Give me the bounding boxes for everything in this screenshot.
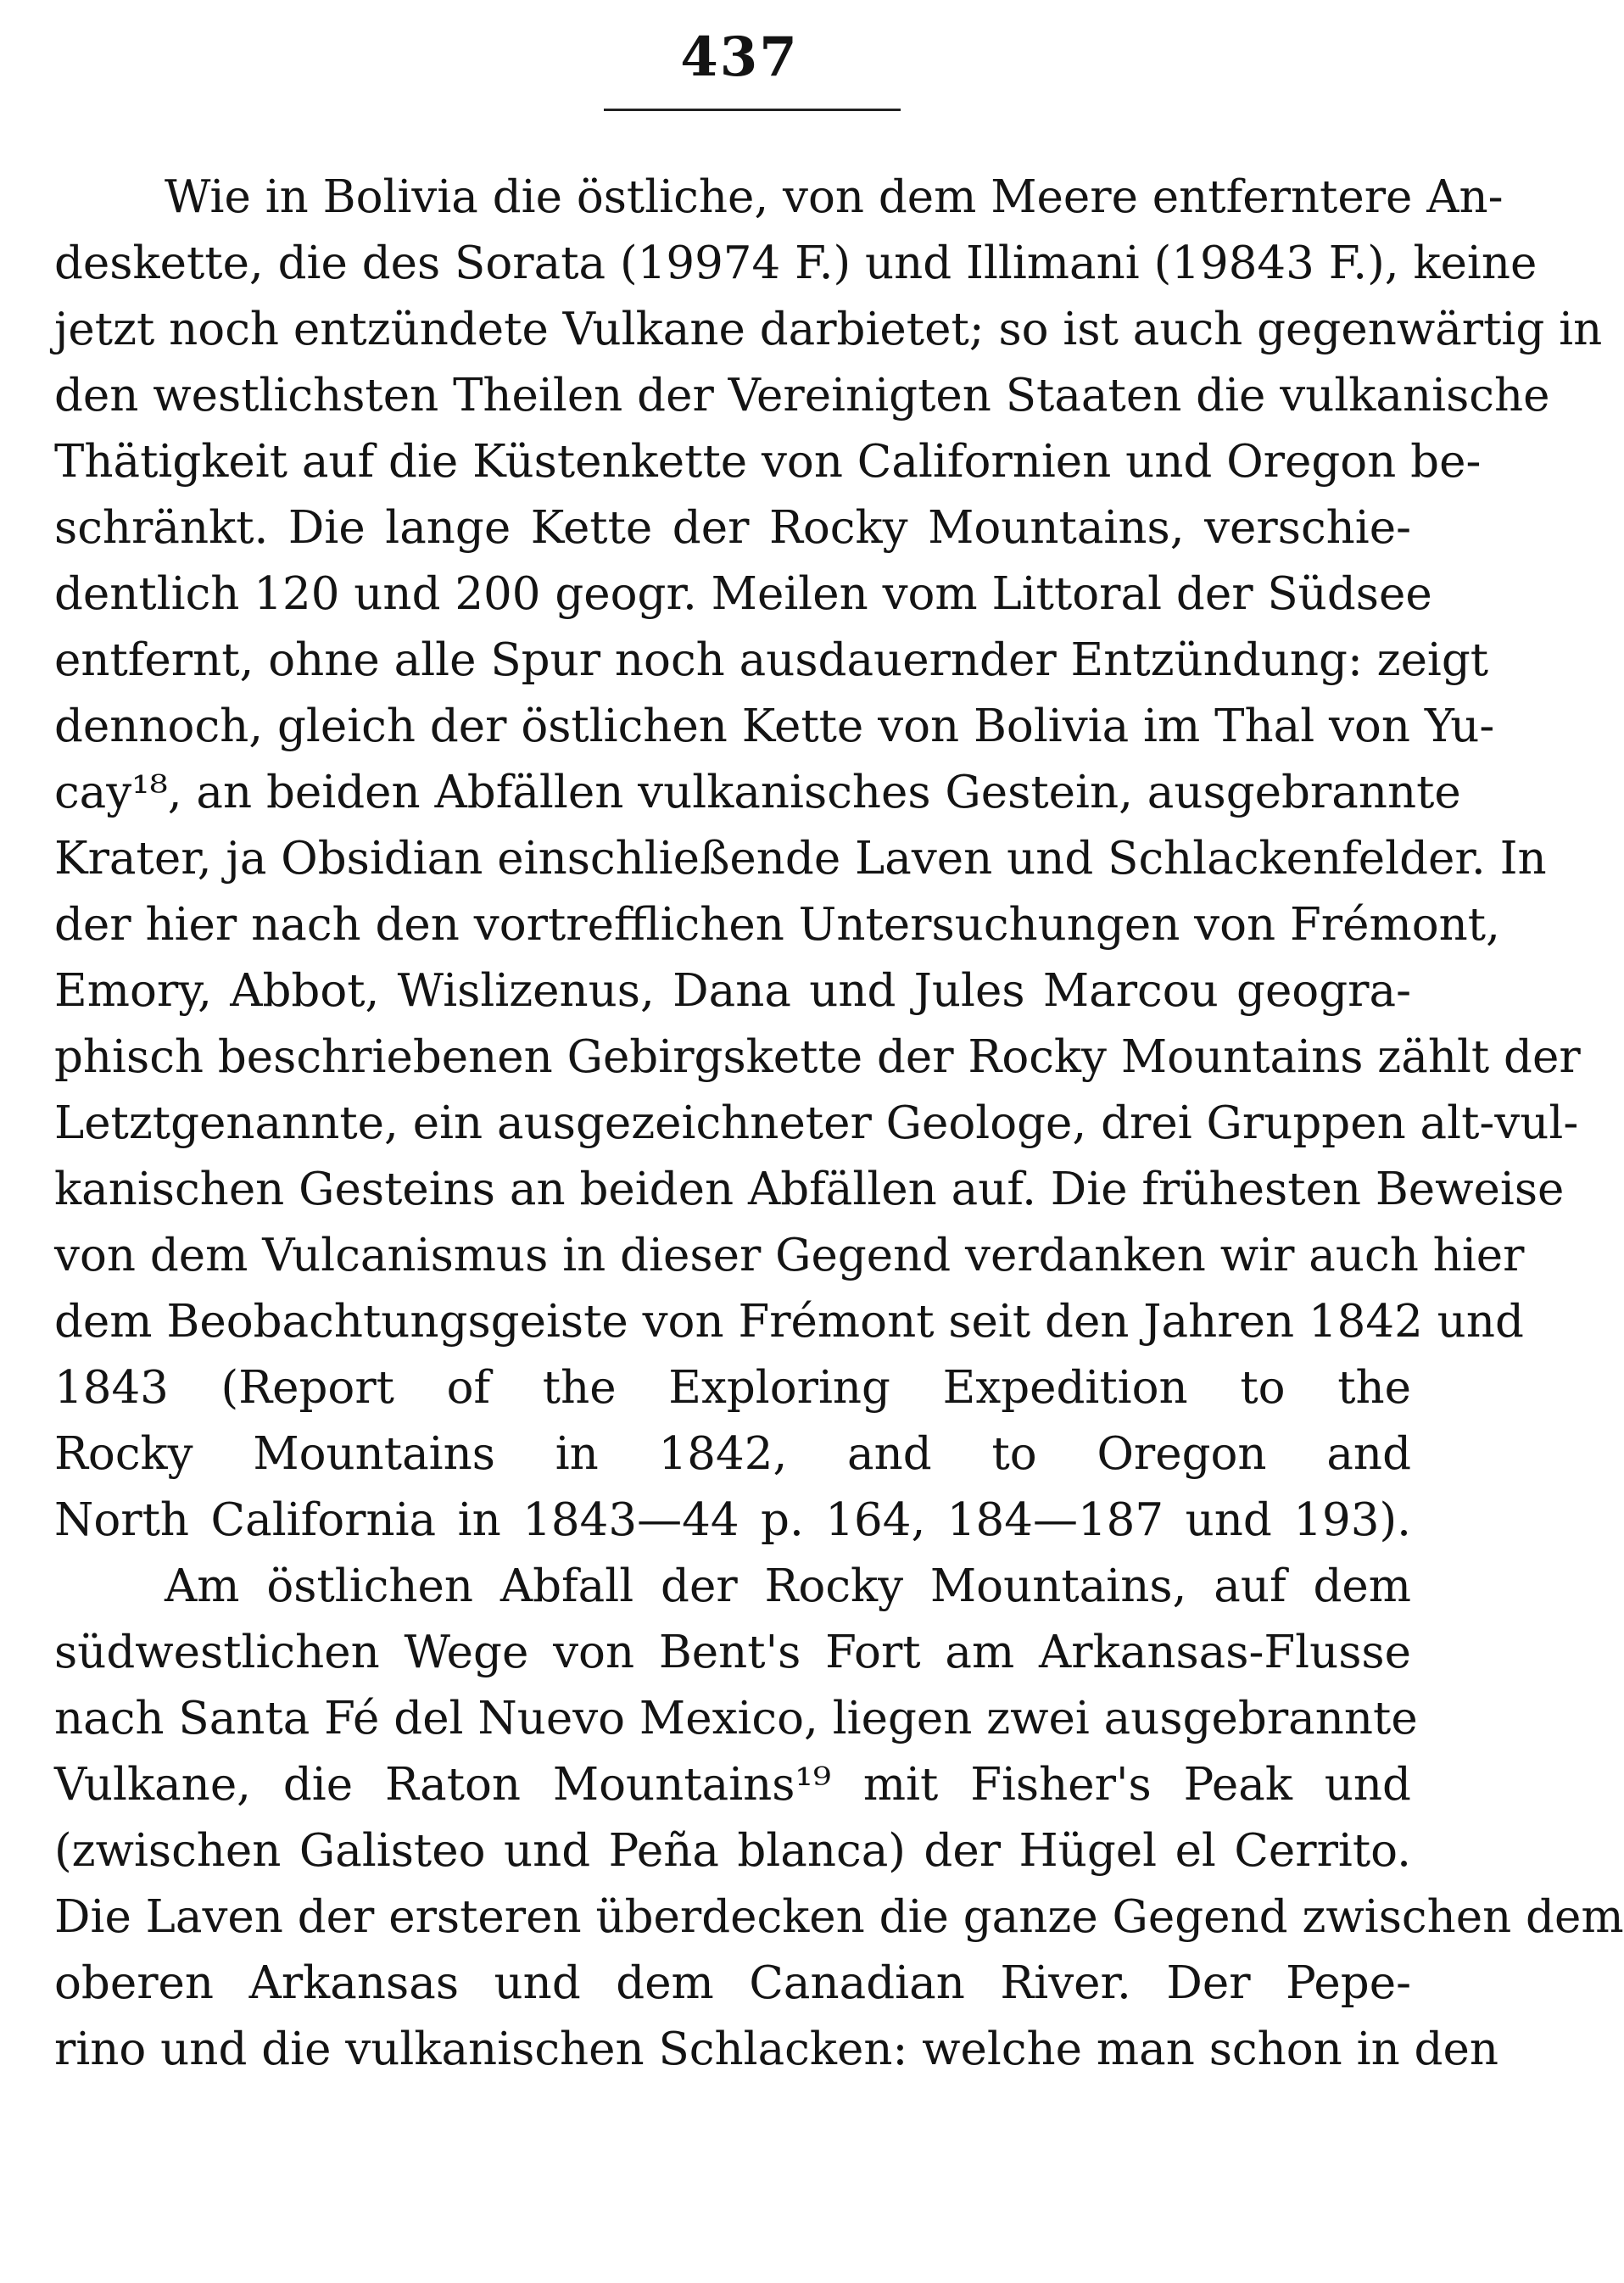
text-line: Krater, ja Obsidian einschließende Laven und Schlackenfelder. In [54, 833, 1547, 885]
text-line: der hier nach den vortrefflichen Untersuchungen von Frémont, [54, 899, 1500, 951]
text-line: phisch beschriebenen Gebirgskette der Rocky Mountains zählt der [54, 1031, 1581, 1083]
text-line: Rocky Mountains in 1842, and to Oregon and [54, 1428, 1411, 1480]
text-line: deskette, die des Sorata (19974 F.) und Illimani (19843 F.), keine [54, 237, 1537, 289]
text-line: Am östlichen Abfall der Rocky Mountains, auf dem [165, 1560, 1411, 1612]
text-line: den westlichsten Theilen der Vereinigten Staaten die vulkanische [54, 370, 1550, 421]
text-line: (zwischen Galisteo und Peña blanca) der Hügel el Cerrito. [54, 1825, 1411, 1877]
text-line: dennoch, gleich der östlichen Kette von Bolivia im Thal von Yu- [54, 701, 1495, 752]
text-line: Vulkane, die Raton Mountains¹⁹ mit Fisher's Peak und [54, 1759, 1411, 1811]
text-line: entfernt, ohne alle Spur noch ausdauernder Entzündung: zeigt [54, 634, 1489, 686]
text-line: 1843 (Report of the Exploring Expedition to the [54, 1362, 1411, 1414]
header-rule [604, 109, 901, 111]
text-line: jetzt noch entzündete Vulkane darbietet; so ist auch gegenwärtig in [54, 304, 1603, 355]
text-line: Letztgenannte, ein ausgezeichneter Geologe, drei Gruppen alt-vul- [54, 1097, 1579, 1149]
text-line: rino und die vulkanischen Schlacken: welche man schon in den [54, 2023, 1498, 2075]
text-line: kanischen Gesteins an beiden Abfällen auf. Die frühesten Beweise [54, 1164, 1565, 1215]
page-number: 437 [680, 25, 799, 89]
text-line: dem Beobachtungsgeiste von Frémont seit den Jahren 1842 und [54, 1296, 1524, 1348]
text-line: Emory, Abbot, Wislizenus, Dana und Jules Marcou geogra- [54, 965, 1411, 1017]
text-line: südwestlichen Wege von Bent's Fort am Arkansas-Flusse [54, 1627, 1411, 1678]
text-line: schränkt. Die lange Kette der Rocky Mountains, verschie- [54, 502, 1411, 554]
text-line: North California in 1843—44 p. 164, 184—187 und 193). [54, 1494, 1411, 1546]
text-line: dentlich 120 und 200 geogr. Meilen vom Littoral der Südsee [54, 568, 1432, 620]
text-line: Die Laven der ersteren überdecken die ganze Gegend zwischen dem [54, 1891, 1624, 1943]
text-line: cay¹⁸, an beiden Abfällen vulkanisches Gestein, ausgebrannte [54, 767, 1461, 818]
text-line: nach Santa Fé del Nuevo Mexico, liegen zwei ausgebrannte [54, 1693, 1418, 1744]
text-line: Wie in Bolivia die östliche, von dem Meere entferntere An- [165, 171, 1504, 223]
text-line: Thätigkeit auf die Küstenkette von Californien und Oregon be- [54, 436, 1482, 488]
text-line: von dem Vulcanismus in dieser Gegend verdanken wir auch hier [54, 1230, 1525, 1281]
text-line: oberen Arkansas und dem Canadian River. Der Pepe- [54, 1957, 1411, 2009]
paragraph-2 [54, 1554, 1624, 2083]
paragraph-1 [54, 165, 1603, 1554]
body-text [54, 165, 1624, 2083]
